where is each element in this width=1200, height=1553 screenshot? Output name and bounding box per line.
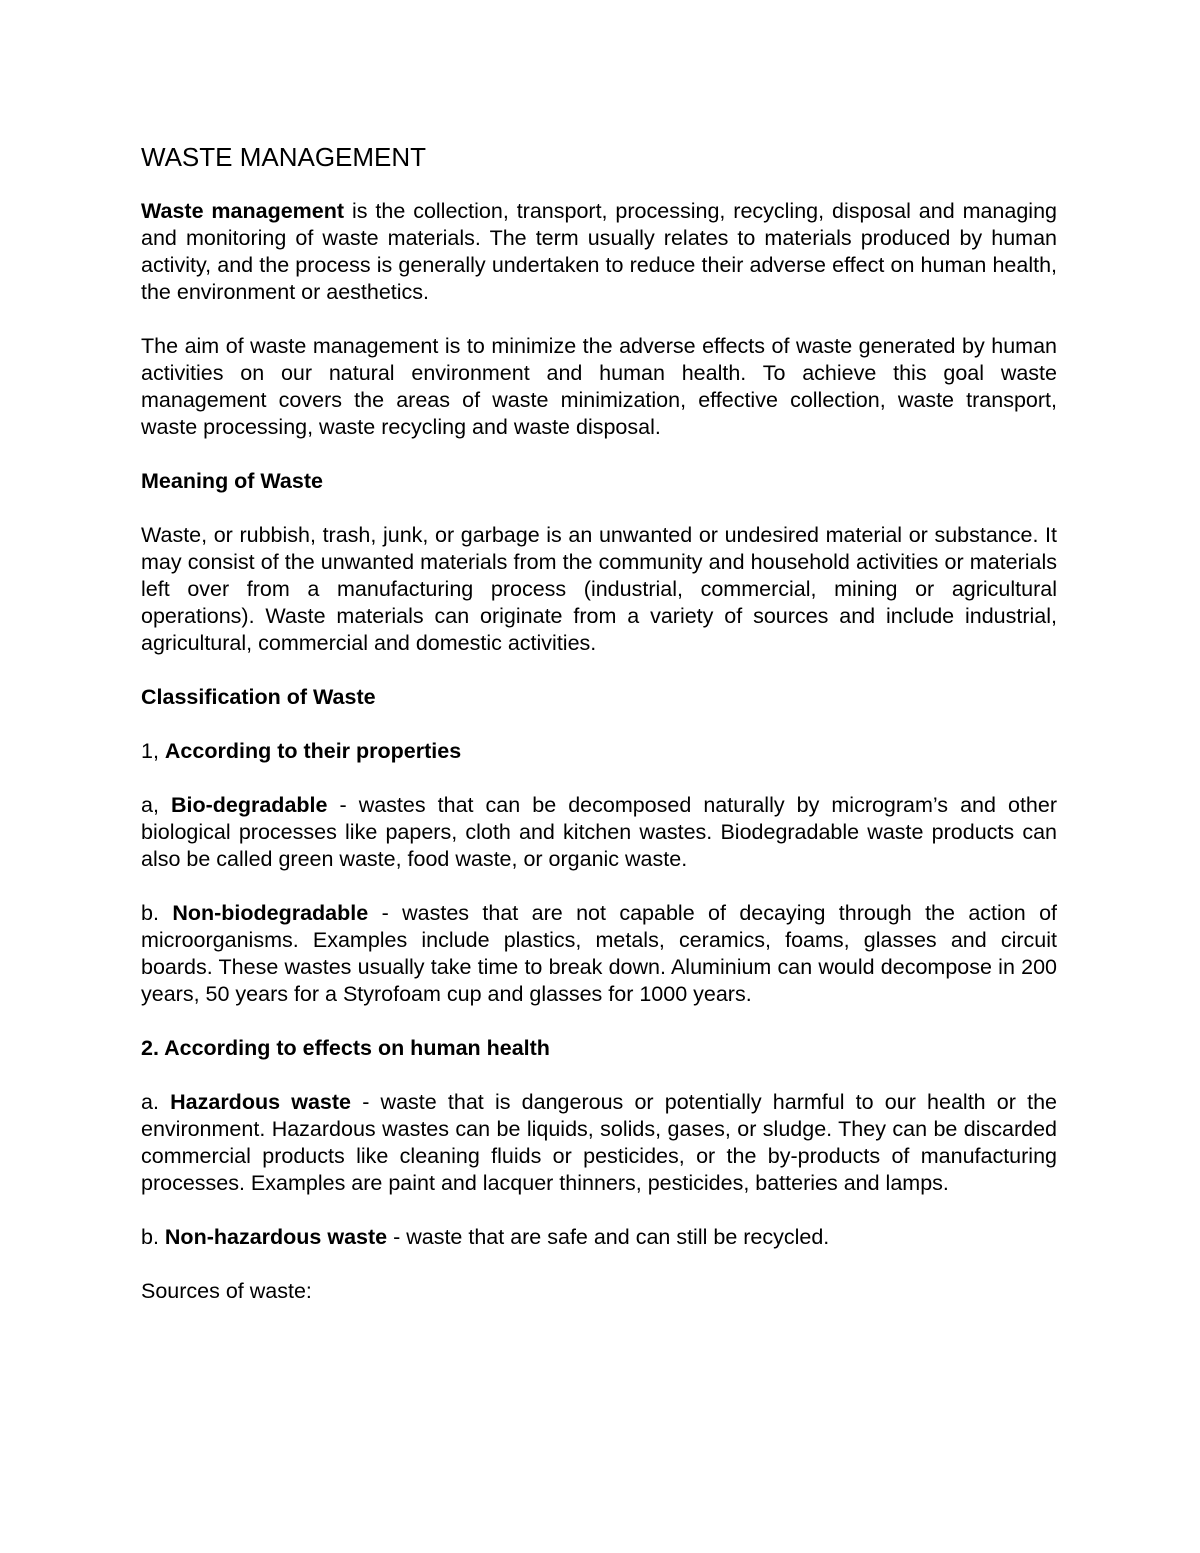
sources-label: Sources of waste:	[141, 1279, 312, 1303]
non-hazardous-term: Non-hazardous waste	[164, 1225, 388, 1249]
aim-paragraph: The aim of waste management is to minimize the adverse effects of waste generated by human activities on our natural environment and human health. To achieve this goal waste management covers the areas of waste minimization, effective collection, waste transport, waste processing, waste recycling and waste disposal.	[141, 334, 1057, 439]
group1-title: According to their properties	[164, 739, 462, 763]
hazardous-term: Hazardous waste	[170, 1090, 351, 1114]
classification-heading: Classification of Waste	[141, 685, 376, 709]
biodegradable-text: - wastes that can be decomposed naturally by microgram’s and other biological processes like papers, cloth and kitchen wastes. Biodegradable waste products can also be called green waste, food waste, or organic waste.	[141, 793, 1057, 871]
non-hazardous-prefix: b.	[141, 1225, 165, 1249]
non-biodegradable-paragraph	[141, 900, 1057, 1008]
non-hazardous-text: - waste that are safe and can still be recycled.	[387, 1225, 830, 1249]
group1-heading	[141, 738, 1057, 765]
hazardous-paragraph	[141, 1089, 1057, 1197]
group2-heading: 2. According to effects on human health	[141, 1036, 550, 1060]
intro-text: is the collection, transport, processing, recycling, disposal and managing and monitoring of waste materials. The term usually relates to materials produced by human activity, and the process is generally undertaken to reduce their adverse effect on human health, the environment or aesthetics.	[141, 199, 1057, 304]
meaning-paragraph: Waste, or rubbish, trash, junk, or garbage is an unwanted or undesired material or substance. It may consist of the unwanted materials from the community and household activities or materials left over from a manufacturing process (industrial, commercial, mining or agricultural operations). Waste materials can originate from a variety of sources and include industrial, agricultural, commercial and domestic activities.	[141, 523, 1057, 655]
non-hazardous-paragraph	[141, 1224, 1057, 1251]
intro-term: Waste management	[141, 199, 345, 223]
non-biodegradable-prefix: b.	[141, 901, 173, 925]
hazardous-text: - waste that is dangerous or potentially harmful to our health or the environment. Hazardous wastes can be liquids, solids, gases, or sludge. They can be discarded commercial products like cleaning fluids or pesticides, or the by-products of manufacturing processes. Examples are paint and lacquer thinners, pesticides, batteries and lamps.	[141, 1090, 1058, 1195]
meaning-heading: Meaning of Waste	[141, 469, 323, 493]
intro-paragraph	[141, 198, 1057, 306]
biodegradable-prefix: a,	[141, 793, 171, 817]
non-biodegradable-text: - wastes that are not capable of decaying through the action of microorganisms. Examples include plastics, metals, ceramics, foams, glasses and circuit boards. These wastes usually take time to break down. Aluminium can would decompose in 200 years, 50 years for a Styrofoam cup and glasses for 1000 years.	[141, 901, 1058, 1006]
group1-prefix: 1,	[141, 739, 165, 763]
document-page	[141, 140, 1057, 1332]
biodegradable-term: Bio-degradable	[170, 793, 328, 817]
biodegradable-paragraph	[141, 792, 1057, 873]
non-biodegradable-term: Non-biodegradable	[172, 901, 369, 925]
document-title: WASTE MANAGEMENT	[141, 142, 427, 172]
hazardous-prefix: a.	[141, 1090, 171, 1114]
